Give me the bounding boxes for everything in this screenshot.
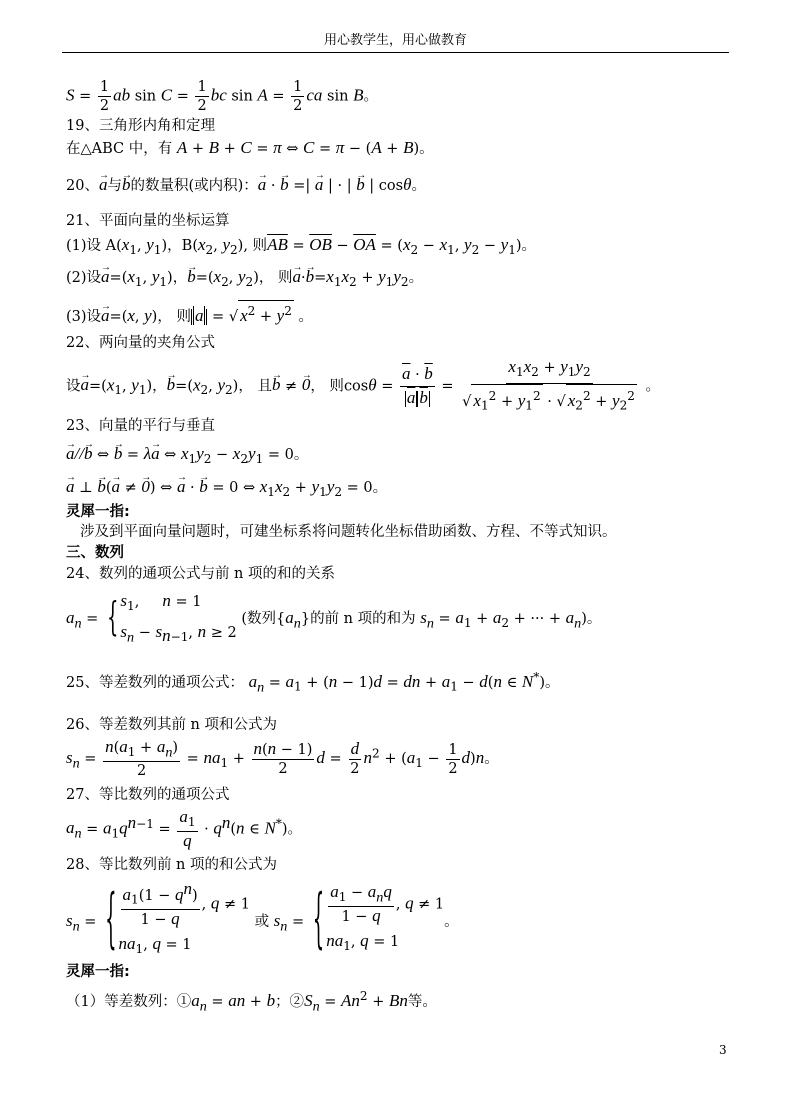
page-number: 3 xyxy=(719,1043,727,1057)
section-23-parallel: → a//→ b ⇔ → b = λ→ a ⇔ $x_1y_2 - x_2y_1 = 0$。 xyxy=(66,444,308,469)
section-21-line-3: (3)设→ a=(x, y)， 则 a = √ $x^2 + y^2$ 。 xyxy=(66,300,313,327)
section-24-formula: $a_n$ = { $s_1$, n = 1 $s_n - s_{n-1}$, n ≥ 2 (数列$\{a_n\}$的前 n 项的和为 $s_n = a_1 + a_2$ + ··· + $a_n$)。 xyxy=(66,591,602,646)
triangle-area-formula: S = $\frac{1}{2}$ ab sin C = $\frac{1}{2}$ bc sin A = $\frac{1}{2}$ ca sin B。 xyxy=(66,79,378,114)
section-26-formula: $s_n$ = $\frac{n(a_1 + a_n)}{2}$ = $na_1$ + $\frac{n(n - 1)}{2}$ d = $\frac{d}{2}$ $n^2 + (a_1$ − $\frac{1}{2}$ d)n。 xyxy=(66,737,499,780)
section-24-heading: 24、数列的通项公式与前 n 项的和的关系 xyxy=(66,566,336,582)
section-28-heading: 28、等比数列前 n 项的和公式为 xyxy=(66,857,278,873)
page-header: 用心教学生，用心做教育 xyxy=(62,30,729,53)
fraction: $\frac{1}{2}$ xyxy=(99,79,110,114)
section-19-heading: 19、三角形内角和定理 xyxy=(66,118,215,134)
section-23-heading: 23、向量的平行与垂直 xyxy=(66,418,215,434)
section-28-formula: $s_n$ = { $\frac{a_1(1 - q^n)}{1 - q}$ , q ≠ 1 $na_1$, q = 1 或 $s_n$ = { $\frac{a_1 - a_nq}{1 - q}$ , q ≠ 1 $na_1$, q = 1 。 xyxy=(66,879,459,958)
section-22-formula: 设→ $a=(x_1$, $y_1$)，→ $b=(x_2$, $y_2$)， 且→ b ≠ → 0， 则cosθ = $\frac{\overline{a} \cdot \overline{b}}{\overline{a} \overline{b}}$ = $\frac{x_1x_2 + y_1y_2}{√ x_1^2 + y_1^2 \cdot √ x_2^2 + y_2^2}$ 。 xyxy=(66,356,660,417)
tip-text-1: 涉及到平面向量问题时，可建坐标系将问题转化坐标借助函数、方程、不等式知识。 xyxy=(80,524,617,540)
tip-label-2: 灵犀一指: xyxy=(66,964,130,980)
section-23-perpendicular: → a ⊥ → b(→ a ≠ → 0) ⇔ → a · → b = 0 ⇔ $x_1x_2 + y_1y_2 = 0$。 xyxy=(66,477,387,502)
tip-label-1: 灵犀一指: xyxy=(66,504,130,520)
section-21-line-1: (1)设 $A(x_1$, $y_1$)，$B(x_2$, $y_2$), 则$\overline{AB} = \overline{OB} - \overline{OA} = (x_2 - x_1$, $y_2 - y_1$)。 xyxy=(66,235,537,257)
section-22-heading: 22、两向量的夹角公式 xyxy=(66,335,215,351)
section-27-formula: $a_n = a_1q^{n-1}$ = $\frac{a_1}{q}$ · $q^n(n$ ∈ N*)。 xyxy=(66,807,303,850)
section-21-heading: 21、平面向量的坐标运算 xyxy=(66,213,230,229)
section-20-formula: 20、→ a与→ b的数量积(或内积)：→ a · → b =| → a | · | → b | cosθ。 xyxy=(66,175,426,196)
section-21-line-2: (2)设→ $a=(x_1$, $y_1$)，→ $b=(x_2$, $y_2$)， 则→ $a\cdot\to b=x_1x_2 + y_1y_2$。 xyxy=(66,267,423,292)
section-19-formula: 在△ABC 中，有 A + B + C = π ⇔ C = π − (A + B)。 xyxy=(66,138,434,157)
section-26-heading: 26、等差数列其前 n 项和公式为 xyxy=(66,717,278,733)
part-3-title: 三、数列 xyxy=(66,545,124,561)
section-27-heading: 27、等比数列的通项公式 xyxy=(66,787,230,803)
tip-text-2: （1）等差数列：$①a_n$ = an + b；$②S_n = An^2 + Bn$等。 xyxy=(66,989,437,1015)
section-25-formula: 25、等差数列的通项公式： $a_n = a_1 + (n - 1)d$ = dn + $a_1 - d(n$ ∈ N*)。 xyxy=(66,670,560,696)
